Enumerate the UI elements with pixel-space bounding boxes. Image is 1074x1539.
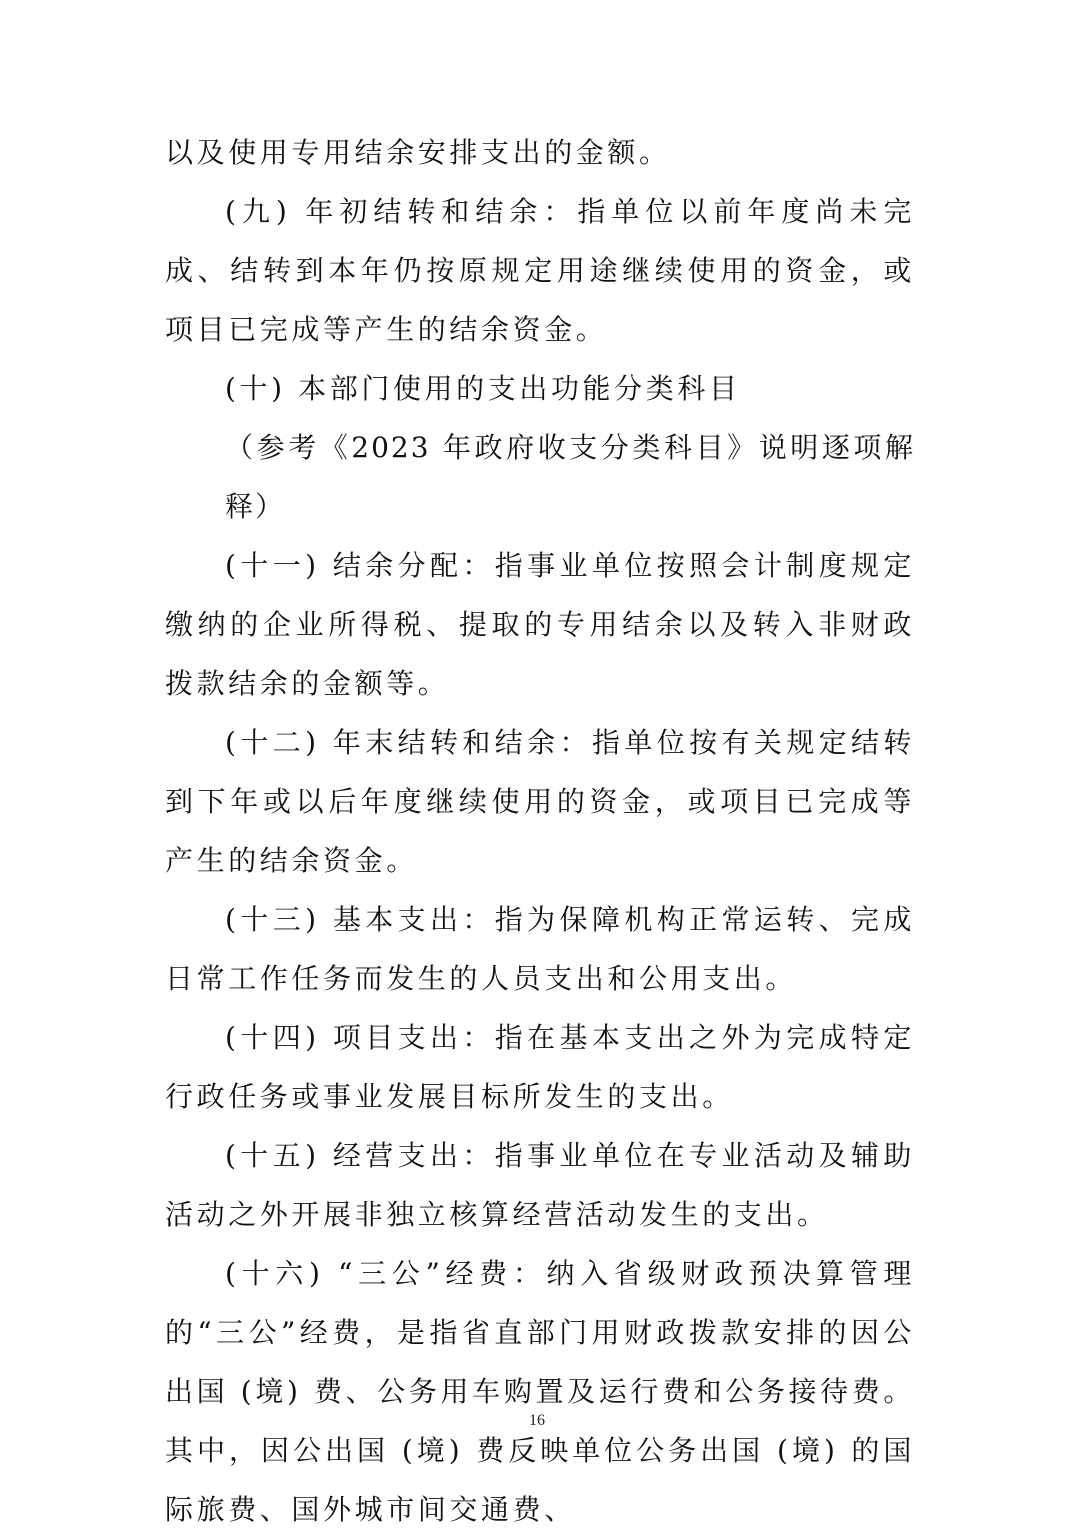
page-number: 16: [529, 1412, 545, 1429]
paragraph-item-15: (十五) 经营支出：指事业单位在专业活动及辅助活动之外开展非独立核算经营活动发生的支出。: [165, 1139, 915, 1231]
paragraph-reference-note: （参考《2023 年政府收支分类科目》说明逐项解释）: [225, 431, 915, 523]
paragraph-item-12: (十二) 年末结转和结余：指单位按有关规定结转到下年或以后年度继续使用的资金，或项目已完成等产生的结余资金。: [165, 726, 915, 877]
paragraph-item-9: (九) 年初结转和结余：指单位以前年度尚未完成、结转到本年仍按原规定用途继续使用的资金，或项目已完成等产生的结余资金。: [165, 195, 915, 346]
paragraph-item-10: (十) 本部门使用的支出功能分类科目: [225, 372, 741, 405]
document-body: [165, 123, 915, 1539]
paragraph-item-14: (十四) 项目支出：指在基本支出之外为完成特定行政任务或事业发展目标所发生的支出。: [165, 1021, 915, 1113]
paragraph-item-11: (十一) 结余分配：指事业单位按照会计制度规定缴纳的企业所得税、提取的专用结余以及转入非财政拨款结余的金额等。: [165, 549, 915, 700]
paragraph-item-13: (十三) 基本支出：指为保障机构正常运转、完成日常工作任务而发生的人员支出和公用支出。: [165, 903, 915, 995]
paragraph-continuation: 以及使用专用结余安排支出的金额。: [165, 136, 671, 169]
paragraph-item-16: (十六) “三公”经费：纳入省级财政预决算管理的“三公”经费，是指省直部门用财政拨款安排的因公出国 (境) 费、公务用车购置及运行费和公务接待费。其中，因公出国 (境) 费反映单位公务出国 (境) 的国际旅费、国外城市间交通费、: [165, 1257, 915, 1526]
